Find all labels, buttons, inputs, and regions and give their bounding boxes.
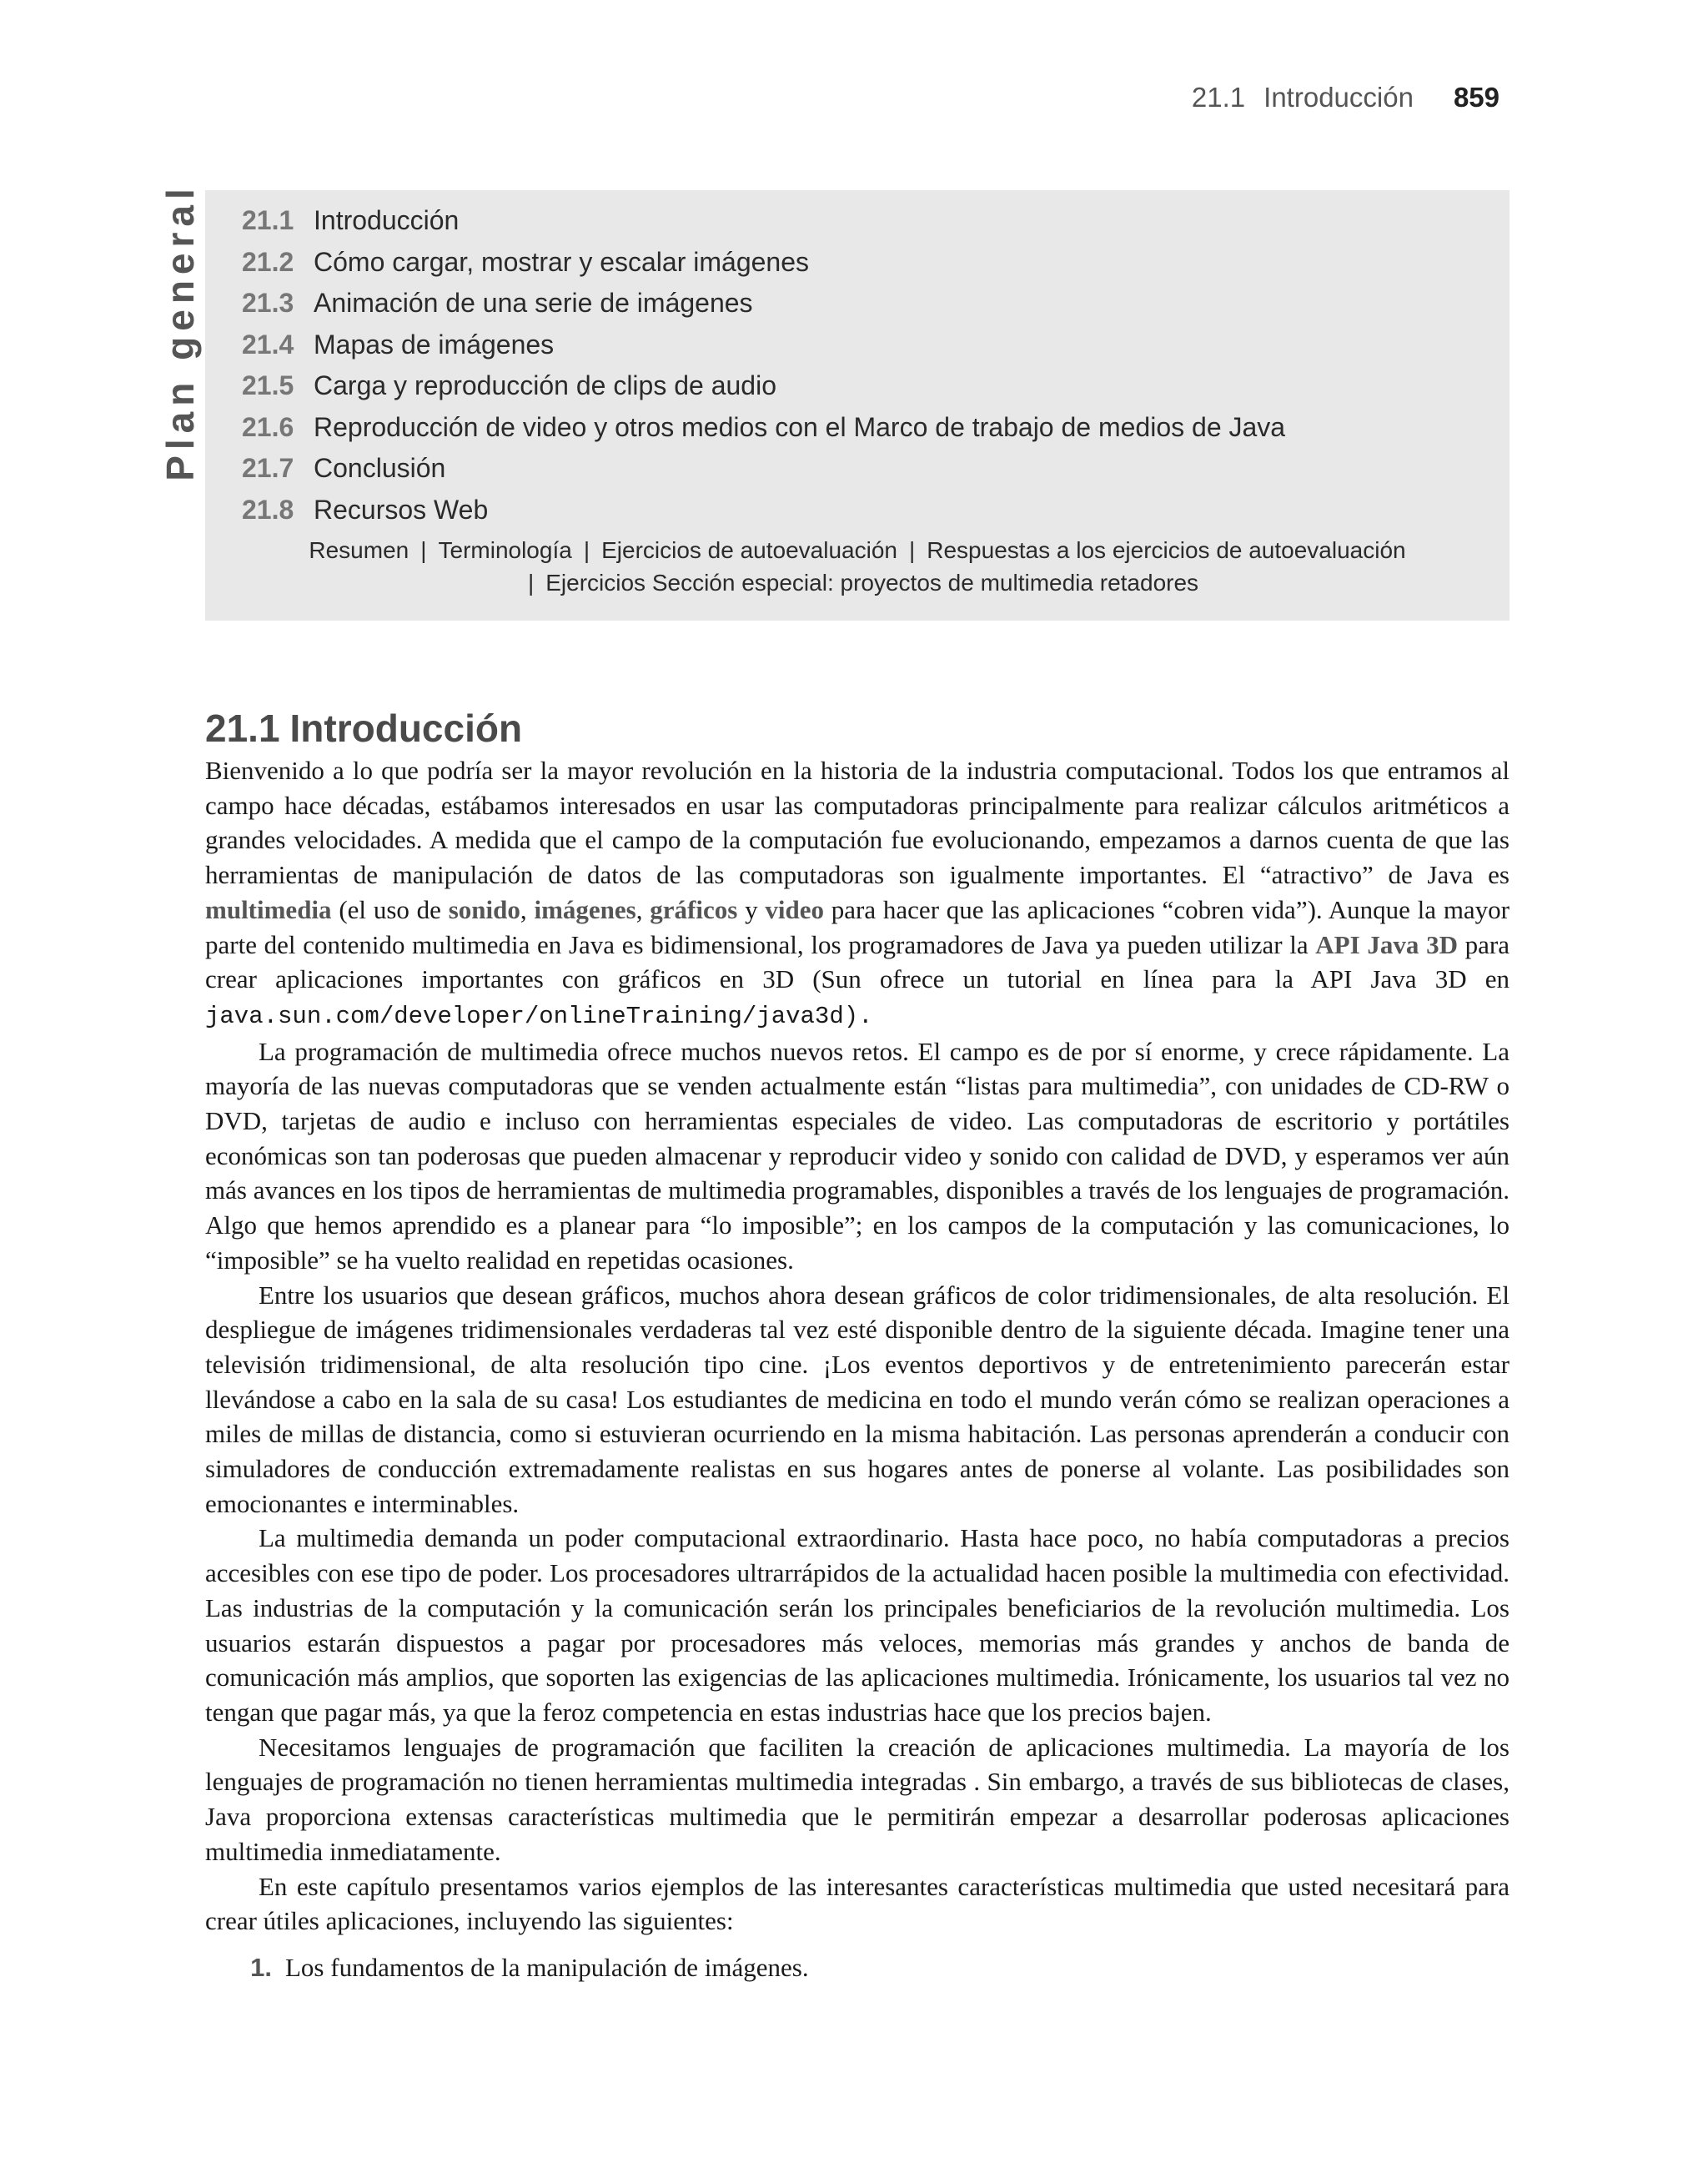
header-section-number: 21.1 (1191, 82, 1246, 113)
term-video: video (765, 894, 824, 924)
extra-ejercicios: Ejercicios Sección especial: proyectos de multimedia retadores (545, 570, 1199, 596)
outline-label-text: Plan general (158, 183, 202, 481)
p1-text: para hacer que las aplicaciones “cobren vida”). Aunque la mayor parte del contenido multimedia en Java es bidimensional, los programadores de Java ya pueden utilizar la (205, 894, 1510, 959)
outline-item (242, 283, 1285, 324)
extra-terminologia: Terminología (438, 537, 572, 563)
extra-respuestas: Respuestas a los ejercicios de autoevaluación (927, 537, 1406, 563)
p1-text: (el uso de (331, 894, 449, 924)
outline-item-title: Mapas de imágenes (314, 329, 555, 360)
extra-separator: | (420, 537, 427, 563)
paragraph-6: En este capítulo presentamos varios ejemplos de las interesantes características multimedia que usted necesitará para crear útiles aplicaciones, incluyendo las siguientes: (205, 1871, 1510, 1936)
outline-item-number: 21.3 (242, 288, 294, 318)
outline-item (242, 200, 1285, 242)
extra-autoevaluacion: Ejercicios de autoevaluación (601, 537, 897, 563)
outline-list (242, 200, 1285, 531)
p1-text: para crear aplicaciones importantes con gráficos en 3D (Sun ofrece un tutorial en línea para la API Java 3D en (205, 929, 1510, 994)
p1-text: , (635, 894, 651, 924)
page-number: 859 (1453, 82, 1500, 113)
outline-item-number: 21.7 (242, 453, 294, 483)
extra-separator: | (527, 570, 535, 596)
section-number: 21.1 (205, 707, 280, 750)
term-multimedia: multimedia (205, 894, 332, 924)
paragraph-1 (205, 753, 1510, 1034)
term-imagenes: imágenes (534, 894, 636, 924)
outline-item (242, 407, 1285, 449)
extra-separator: | (583, 537, 590, 563)
section-title: Introducción (289, 707, 523, 750)
extra-separator: | (908, 537, 916, 563)
term-sonido: sonido (448, 894, 520, 924)
term-api-java-3d: API Java 3D (1315, 929, 1458, 959)
paragraph-3: Entre los usuarios que desean gráficos, muchos ahora desean gráficos de color tridimensionales, de alta resolución. El despliegue de imágenes tridimensionales verdaderas tal vez esté disponible dentro de la siguiente década. Imagine tener una televisión tridimensional, de alta resolución tipo cine. ¡Los eventos deportivos y de entretenimiento parecerán estar llevándose a cabo en la sala de su casa! Los estudiantes de medicina en todo el mundo verán cómo se realizan operaciones a miles de millas de distancia, como si estuvieran ocurriendo en la misma habitación. Las personas aprenderán a conducir con simuladores de conducción extremadamente realistas en sus hogares antes de ponerse al volante. Las posibilidades son emocionantes e interminables. (205, 1280, 1510, 1518)
term-graficos: gráficos (650, 894, 738, 924)
outline-item-number: 21.2 (242, 246, 294, 277)
code-url: java.sun.com/developer/onlineTraining/java3d). (205, 1002, 873, 1030)
feature-list (205, 1950, 1510, 1985)
outline-item (242, 365, 1285, 407)
outline-item-title: Introducción (314, 205, 460, 235)
list-item (205, 1950, 1510, 1985)
body-text (205, 753, 1510, 1985)
outline-item (242, 242, 1285, 284)
paragraph-2: La programación de multimedia ofrece muchos nuevos retos. El campo es de por sí enorme, y crece rápidamente. La mayoría de las nuevas computadoras que se venden actualmente están “listas para multimedia”, con unidades de CD-RW o DVD, tarjetas de audio e incluso con herramientas especiales de video. Las computadoras de escritorio y portátiles económicas son tan poderosas que pueden almacenar y reproducir video y sonido con calidad de DVD, y esperamos ver aún más avances en los tipos de herramientas de multimedia programables, disponibles a través de los lenguajes de programación. Algo que hemos aprendido es a planear para “lo imposible”; en los campos de la computación y las comunicaciones, lo “imposible” se ha vuelto realidad en repetidas ocasiones. (205, 1036, 1510, 1275)
list-item-number: 1. (250, 1952, 272, 1982)
list-item-text: Los fundamentos de la manipulación de imágenes. (285, 1952, 809, 1982)
outline-item-title: Reproducción de video y otros medios con el Marco de trabajo de medios de Java (314, 411, 1286, 442)
section-heading (205, 706, 522, 751)
p1-text: y (737, 894, 766, 924)
p1-text: Bienvenido a lo que podría ser la mayor revolución en la historia de la industria computacional. Todos los que entramos al campo hace décadas, estábamos interesados en usar las computadoras principalmente para realizar cálculos aritméticos a grandes velocidades. A medida que el campo de la computación fue evolucionando, empezamos a darnos cuenta de que las herramientas de manipulación de datos de las computadoras son igualmente importantes. El “atractivo” de Java es (205, 756, 1510, 890)
header-section-title: Introducción (1263, 82, 1414, 113)
paragraph-5: Necesitamos lenguajes de programación que faciliten la creación de aplicaciones multimedia. La mayoría de los lenguajes de programación no tienen herramientas multimedia integradas . Sin embargo, a través de sus bibliotecas de clases, Java proporciona extensas características multimedia que le permitirán empezar a desarrollar poderosas aplicaciones multimedia inmediatamente. (205, 1732, 1510, 1866)
outline-item-number: 21.4 (242, 329, 294, 360)
outline-item-title: Conclusión (314, 453, 446, 483)
outline-item-title: Recursos Web (314, 494, 489, 525)
outline-extras-line-2 (205, 566, 1510, 599)
outline-item (242, 324, 1285, 366)
paragraph-4: La multimedia demanda un poder computacional extraordinario. Hasta hace poco, no había computadoras a precios accesibles con ese tipo de poder. Los procesadores ultrarrápidos de la actualidad hacen posible la multimedia con efectividad. Las industrias de la computación y la comunicación serán los principales beneficiarios de la revolución multimedia. Los usuarios estarán dispuestos a pagar por procesadores más veloces, memorias más grandes y anchos de banda de comunicación más amplios, que soporten las exigencias de las aplicaciones multimedia. Irónicamente, los usuarios tal vez no tengan que pagar más, ya que la feroz competencia en estas industrias hace que los precios bajen. (205, 1523, 1510, 1727)
outline-item (242, 490, 1285, 531)
p1-text: , (520, 894, 535, 924)
outline-item (242, 448, 1285, 490)
extra-resumen: Resumen (309, 537, 409, 563)
outline-item-number: 21.1 (242, 205, 294, 235)
outline-item-title: Animación de una serie de imágenes (314, 288, 753, 318)
running-header (1192, 82, 1500, 113)
outline-item-number: 21.5 (242, 370, 294, 400)
outline-item-number: 21.6 (242, 411, 294, 442)
outline-extras-line-1 (205, 534, 1510, 566)
outline-label (157, 182, 203, 482)
outline-extras (205, 534, 1510, 599)
outline-item-number: 21.8 (242, 494, 294, 525)
outline-item-title: Cómo cargar, mostrar y escalar imágenes (314, 246, 809, 277)
outline-item-title: Carga y reproducción de clips de audio (314, 370, 776, 400)
